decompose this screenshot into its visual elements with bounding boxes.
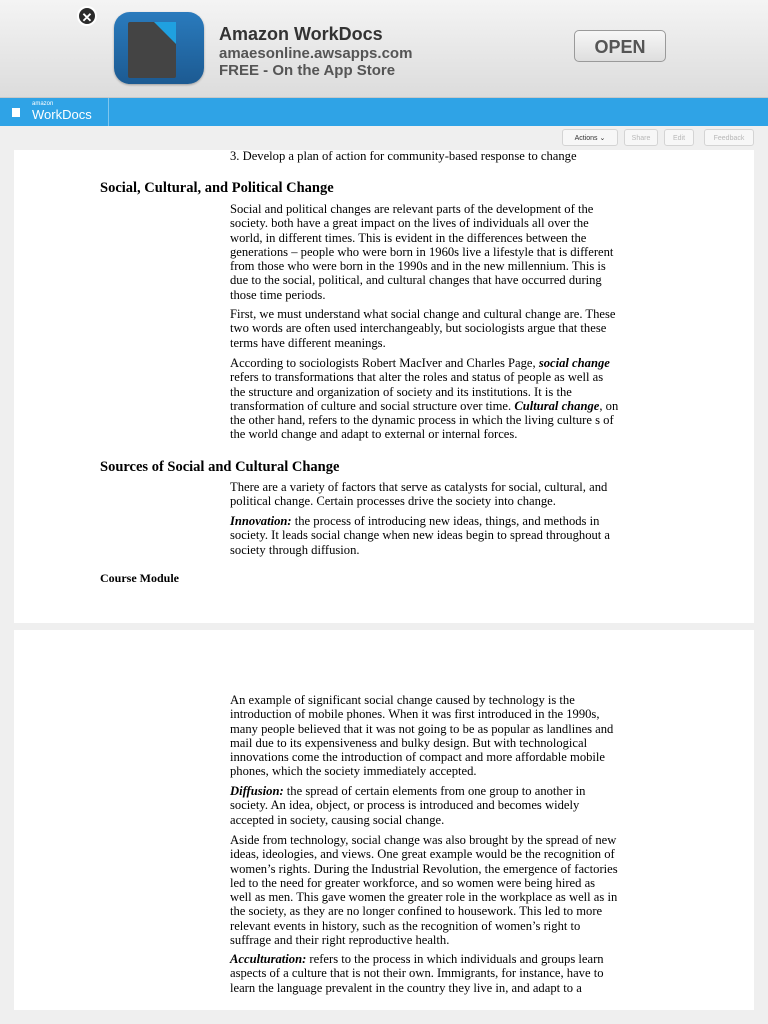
document-icon (12, 108, 20, 117)
text-line: First, we must understand what social change and cultural change are. These (230, 307, 616, 321)
text-line: refers to transformations that alter the roles and status of people as well as (230, 370, 604, 385)
document-page-2 (14, 630, 754, 1010)
text-line: generations – people who were born in 1960s live a lifestyle that is different (230, 244, 614, 259)
term-diffusion: Diffusion: (230, 784, 284, 798)
text-line: society. both have a great impact on the lives of individuals all over the (230, 216, 589, 231)
workdocs-nav-bar (0, 98, 768, 126)
text-line (230, 514, 730, 528)
workdocs-logo[interactable] (0, 98, 109, 126)
share-button[interactable]: Share (624, 129, 658, 146)
banner-price: FREE - On the App Store (219, 62, 396, 79)
paragraph (230, 952, 730, 995)
text-line: mail due to its expensiveness and bulky design. But with technological (230, 735, 588, 750)
term-social-change: social change (538, 356, 610, 370)
open-button[interactable]: OPEN (574, 30, 666, 62)
paragraph (230, 514, 730, 557)
document-corner-icon (154, 22, 176, 44)
text-line: the other hand, refers to the dynamic process in which the living culture s of (230, 413, 614, 428)
paragraph (230, 693, 730, 779)
term-acculturation: Acculturation: (230, 952, 307, 966)
text-line: many people believed that it was not going to be as popular as landlines and (230, 721, 614, 736)
text-run: the spread of certain elements from one group to another in (283, 784, 586, 798)
text-line: world, in different times. This is evident in the differences between the (230, 230, 587, 245)
text-line: suffrage and their right reproductive health. (230, 933, 450, 948)
close-icon[interactable]: ✕ (77, 6, 97, 26)
workdocs-app-icon[interactable] (114, 12, 204, 84)
actions-label: Actions (574, 135, 598, 142)
text-line: terms have different meanings. (230, 335, 386, 350)
banner-url: amaesonline.awsapps.com (219, 45, 413, 62)
text-line: society through diffusion. (230, 542, 360, 557)
app-banner (0, 0, 768, 98)
term-cultural-change: Cultural change (514, 398, 600, 413)
paragraph (230, 307, 730, 350)
text-line: relevant events in history, such as the recognition of women’s right to (230, 918, 581, 933)
text-line: society. An idea, object, or process is introduced and becomes widely (230, 798, 580, 813)
term-innovation: Innovation: (230, 514, 292, 528)
paragraph (230, 202, 730, 302)
text-line: due to the social, political, and cultural changes that have occurred during (230, 273, 602, 288)
text-line: political change. Certain processes drive the society into change. (230, 494, 556, 509)
text-line: accepted in society, causing social change. (230, 812, 445, 827)
text-run: refers to the process in which individuals and groups learn (306, 952, 604, 966)
paragraph (230, 784, 730, 827)
paragraph (230, 833, 730, 947)
text-line (230, 784, 730, 798)
text-line: two words are often used interchangeably, but sociologists argue that these (230, 321, 607, 336)
page-footer: Course Module (100, 571, 179, 585)
text-line: the structure and organization of society and its institutions. It is the (230, 384, 572, 399)
text-line: aspects of a culture that is not their own. Immigrants, for instance, have to (230, 966, 604, 981)
text-line: learn the language prevalent in the country they live in, and adapt to a (230, 980, 582, 995)
logo-workdocs-text: WorkDocs (32, 107, 92, 122)
text-line (230, 952, 730, 966)
actions-dropdown[interactable] (562, 129, 618, 146)
text-line (230, 356, 730, 370)
text-line: the society, as they are no longer confined to housework. This led to more (230, 904, 603, 919)
text-run: the process of introducing new ideas, things, and methods in (291, 514, 600, 528)
text-line: There are a variety of factors that serve as catalysts for social, cultural, and (230, 480, 608, 494)
text-line: women’s rights. During the Industrial Revolution, the emergence of factories (230, 861, 618, 876)
text-line: introduction of mobile phones. When it was first introduced in the 1990s, (230, 707, 600, 722)
text-run: transformation of culture and social structure over time. (230, 398, 515, 413)
document-page-1 (14, 150, 754, 623)
text-line: well as men. This gave women the greater role in the workplace as well as in (230, 890, 618, 905)
text-line: An example of significant social change caused by technology is the (230, 693, 575, 707)
text-run: According to sociologists Robert MacIver and Charles Page, (230, 356, 539, 370)
text-line: Aside from technology, social change was also brought by the spread of new (230, 833, 617, 847)
logo-amazon-text: amazon (32, 101, 54, 107)
chevron-down-icon: ⌄ (599, 135, 606, 142)
feedback-button[interactable]: Feedback (704, 129, 754, 146)
text-line: the world change and adapt to external or internal forces. (230, 427, 518, 442)
section-heading: Sources of Social and Cultural Change (100, 459, 340, 475)
edit-button[interactable]: Edit (664, 129, 694, 146)
paragraph (230, 356, 730, 442)
banner-app-name: Amazon WorkDocs (219, 24, 383, 44)
text-line (230, 399, 730, 413)
text-line: phones, which the society immediately accepted. (230, 764, 477, 779)
document-toolbar (0, 126, 768, 150)
text-line: society. It leads social change when new ideas begin to spread throughout a (230, 528, 611, 543)
text-line: from those who were born in the 1990s and in the new millennium. This is (230, 259, 606, 274)
text-line: ideas, ideologies, and views. One great example would be the recognition of (230, 847, 615, 862)
paragraph (230, 480, 730, 509)
text-line: innovations come the introduction of compact and more affordable mobile (230, 750, 606, 765)
text-line: Social and political changes are relevant parts of the development of the (230, 202, 594, 216)
section-heading: Social, Cultural, and Political Change (100, 180, 334, 196)
text-run: , on (599, 398, 619, 413)
text-line: led to the need for greater workforce, and so women were being hired as (230, 875, 596, 890)
list-item: 3. Develop a plan of action for community-based response to change (230, 149, 577, 163)
text-line: those time periods. (230, 287, 326, 302)
